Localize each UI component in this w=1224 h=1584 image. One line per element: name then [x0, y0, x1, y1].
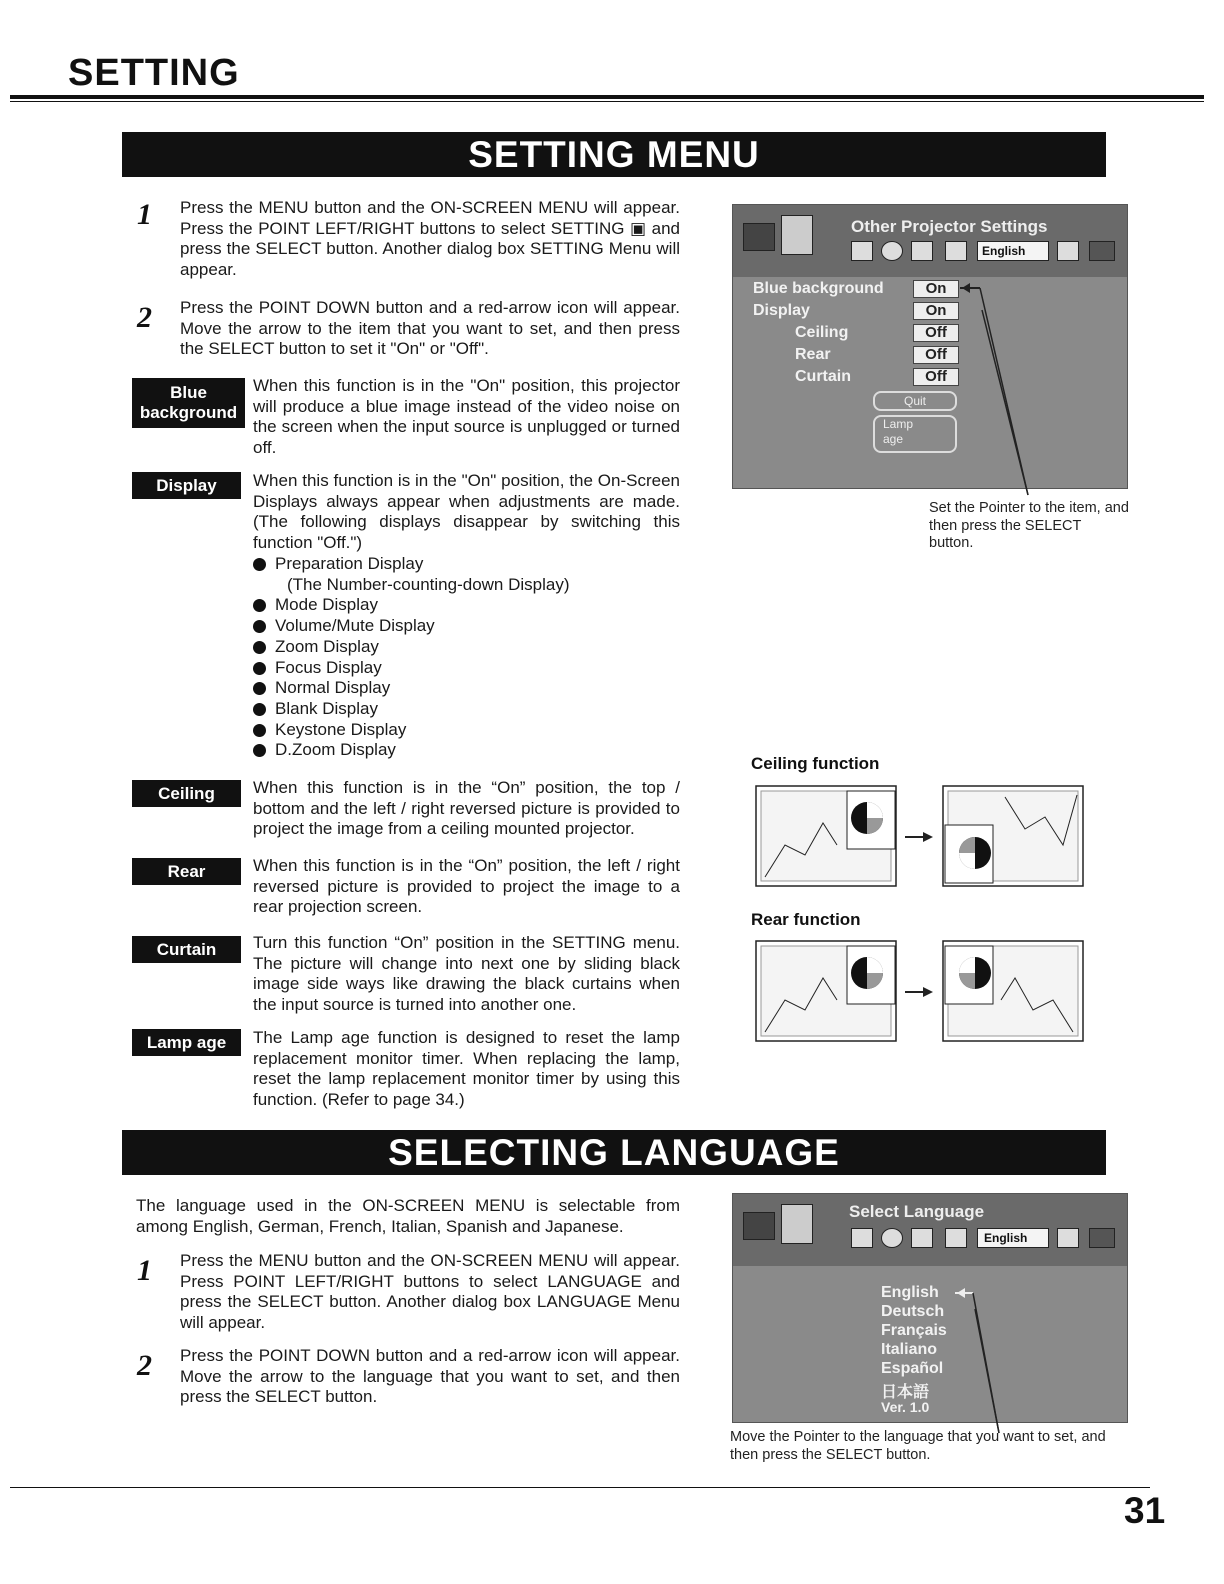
item-description: When this function is in the “On” position, the left / right reversed picture is provided to project the image to a rear projection screen. — [253, 856, 680, 917]
list-item: Mode Display — [253, 595, 680, 616]
osd-row-value: Off — [913, 368, 959, 386]
language-option[interactable]: Deutsch — [881, 1303, 945, 1320]
bullet-icon — [253, 703, 266, 716]
osd-row-value: Off — [913, 346, 959, 364]
bullet-icon — [253, 682, 266, 695]
item-description: When this function is in the "On" position, this projector will produce a blue image instead of the video noise on the screen when the input source is unplugged or turned off. — [253, 376, 680, 458]
setting-menu-banner: SETTING MENU — [122, 132, 1106, 177]
osd-row-label: Curtain — [795, 368, 851, 385]
step-text: Press the MENU button and the ON-SCREEN MENU will appear. Press POINT LEFT/RIGHT buttons to select LANGUAGE and press the SELECT button. Another dialog box LANGUAGE Menu will appear. — [180, 1251, 680, 1333]
language-option[interactable]: Français — [881, 1322, 947, 1339]
language-intro: The language used in the ON-SCREEN MENU is selectable from among English, German, French, Italian, Spanish and Japanese. — [136, 1196, 680, 1236]
page-number: 31 — [1124, 1490, 1166, 1531]
step-text: Press the POINT DOWN button and a red-arrow icon will appear. Move the arrow to the item that you want to set, and then press the SELECT button to set it "On" or "Off". — [180, 298, 680, 359]
list-item: Zoom Display — [253, 637, 680, 658]
step-number: 2 — [137, 301, 152, 334]
bullet-icon — [253, 641, 266, 654]
page-section-title: SETTING — [68, 52, 240, 94]
step-text: Press the POINT DOWN button and a red-arrow icon will appear. Move the arrow to the language that you want to set, and then press the SELECT button. — [180, 1346, 680, 1407]
sound-icon — [945, 241, 967, 261]
list-item: Preparation Display (The Number-counting-down Display) — [253, 554, 680, 595]
screen-icon — [781, 215, 813, 255]
menu-icon — [743, 1212, 775, 1240]
rear-function-diagram — [755, 940, 1085, 1045]
language-option[interactable]: 日本語 — [881, 1384, 930, 1401]
bullet-icon — [253, 620, 266, 633]
bullet-icon — [253, 662, 266, 675]
language-option[interactable]: English — [881, 1284, 939, 1301]
step-number: 1 — [137, 1254, 152, 1287]
header-rule-thin — [10, 101, 1204, 102]
osd-title: Select Language — [849, 1202, 985, 1221]
header-rule — [10, 95, 1204, 99]
osd-settings-screenshot — [732, 204, 1128, 489]
screen-small-icon — [1057, 241, 1079, 261]
bullet-icon — [253, 724, 266, 737]
label-blue-background: Blue background — [132, 378, 245, 428]
osd-title: Other Projector Settings — [851, 217, 1048, 236]
position-icon — [911, 1228, 933, 1248]
screen-small-icon — [1057, 1228, 1079, 1248]
color-icon — [881, 241, 903, 261]
color-icon — [881, 1228, 903, 1248]
list-item: Keystone Display — [253, 720, 680, 741]
lamp-age-line: age — [883, 432, 904, 446]
language-box: English — [977, 241, 1049, 261]
pointer-caption: Set the Pointer to the item, and then press the SELECT button. — [929, 500, 1129, 551]
bullet-icon — [253, 599, 266, 612]
bullet-icon — [253, 558, 266, 571]
language-caption: Move the Pointer to the language that you want to set, and then press the SELECT button. — [730, 1429, 1106, 1463]
item-description: When this function is in the "On" position, the On-Screen Displays always appear when adjustments are made. (The following displays disappear by switching this function "Off.") — [253, 471, 680, 553]
list-item: D.Zoom Display — [253, 740, 680, 761]
ceiling-function-heading: Ceiling function — [751, 754, 880, 773]
osd-row-label: Blue background — [753, 280, 884, 297]
bullet-icon — [253, 744, 266, 757]
label-rear: Rear — [132, 858, 241, 885]
label-curtain: Curtain — [132, 936, 241, 963]
step-number: 2 — [137, 1349, 152, 1382]
image-icon — [851, 1228, 873, 1248]
osd-row-value: On — [913, 302, 959, 320]
lamp-age-line: Lamp — [883, 417, 914, 431]
selecting-language-banner: SELECTING LANGUAGE — [122, 1130, 1106, 1175]
display-bullet-list — [253, 554, 680, 761]
lamp-age-button[interactable] — [873, 415, 957, 453]
osd-row-label: Ceiling — [795, 324, 849, 341]
rear-function-heading: Rear function — [751, 910, 861, 929]
list-item: Blank Display — [253, 699, 680, 720]
label-lamp-age: Lamp age — [132, 1029, 241, 1056]
label-ceiling: Ceiling — [132, 780, 241, 807]
footer-rule — [10, 1487, 1150, 1488]
item-description: Turn this function “On” position in the SETTING menu. The picture will change into next one by sliding black image side ways like drawing the black curtains when the input source is turned into another one. — [253, 933, 680, 1015]
sound-icon — [945, 1228, 967, 1248]
osd-row-value: Off — [913, 324, 959, 342]
step-text: Press the MENU button and the ON-SCREEN MENU will appear. Press the POINT LEFT/RIGHT buttons to select SETTING ▣ and press the SELECT button. Another dialog box SETTING Menu will appear. — [180, 198, 680, 280]
setting-icon — [1089, 1228, 1115, 1248]
list-item: Volume/Mute Display — [253, 616, 680, 637]
position-icon — [911, 241, 933, 261]
osd-row-value: On — [913, 280, 959, 298]
item-description: The Lamp age function is designed to reset the lamp replacement monitor timer. When replacing the lamp, reset the lamp replacement monitor timer by using this function. (Refer to page 34.) — [253, 1028, 680, 1110]
osd-row-label: Rear — [795, 346, 831, 363]
ceiling-function-diagram — [755, 785, 1085, 890]
setting-icon — [1089, 241, 1115, 261]
osd-row-label: Display — [753, 302, 810, 319]
image-icon — [851, 241, 873, 261]
menu-icon — [743, 223, 775, 251]
item-description: When this function is in the “On” position, the top / bottom and the left / right reversed picture is provided to project the image from a ceiling mounted projector. — [253, 778, 680, 839]
osd-language-screenshot — [732, 1193, 1128, 1423]
list-item: Focus Display — [253, 658, 680, 679]
pointer-arrow-icon — [960, 280, 1040, 520]
pointer-arrow-icon — [955, 1285, 1005, 1440]
language-box: English — [977, 1228, 1049, 1248]
language-option[interactable]: Italiano — [881, 1341, 938, 1358]
version-label: Ver. 1.0 — [881, 1399, 930, 1415]
step-number: 1 — [137, 198, 152, 231]
quit-button[interactable]: Quit — [873, 391, 957, 411]
screen-icon — [781, 1204, 813, 1244]
label-display: Display — [132, 472, 241, 499]
list-item: Normal Display — [253, 678, 680, 699]
language-option[interactable]: Español — [881, 1360, 944, 1377]
